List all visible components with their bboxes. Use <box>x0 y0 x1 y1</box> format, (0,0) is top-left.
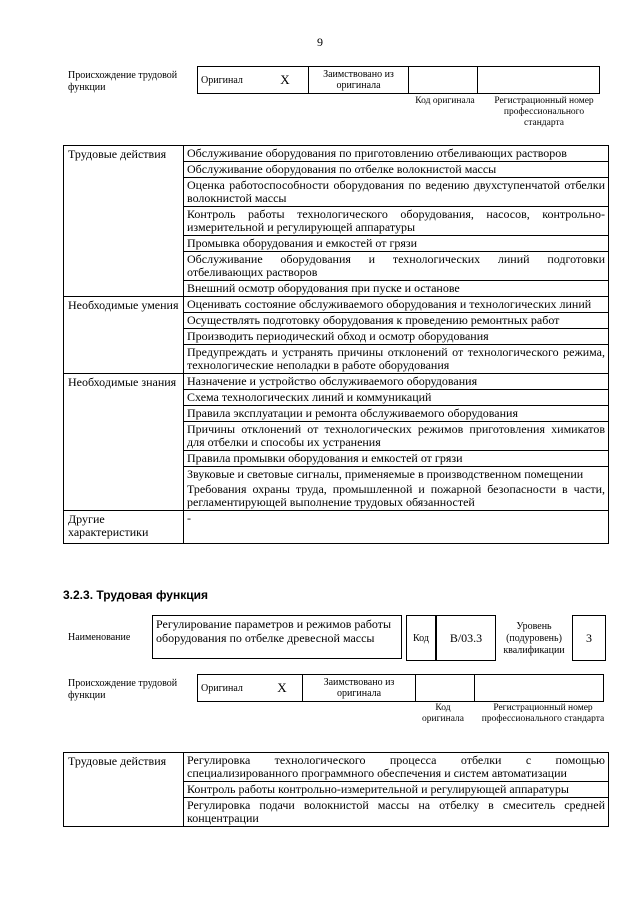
row-label: Трудовые действия <box>64 753 184 827</box>
list-item: Причины отклонений от технологических режимов приготовления химикатов для отбелки и способы их устранения <box>184 422 608 451</box>
borrowed-cell: Заимствовано из оригинала <box>303 675 416 702</box>
list-item: Контроль работы технологического оборудования, насосов, контрольно-измерительной и регулирующей аппаратуры <box>184 207 608 236</box>
reg-number-cell <box>475 675 604 702</box>
list-item: Осуществлять подготовку оборудования к проведению ремонтных работ <box>184 313 608 329</box>
code-original-cell <box>416 675 475 702</box>
section-title: 3.2.3. Трудовая функция <box>63 588 208 602</box>
row-label: Необходимые умения <box>64 297 184 374</box>
original-cell: Оригинал <box>198 67 263 94</box>
name-label: Наименование <box>68 632 131 643</box>
list-item: Назначение и устройство обслуживаемого оборудования <box>184 374 608 390</box>
table-row <box>64 146 609 297</box>
table-row <box>64 374 609 511</box>
level-label: Уровень (подуровень) квалификации <box>503 621 565 656</box>
row-items <box>184 753 609 827</box>
list-item: Требования охраны труда, промышленной и пожарной безопасности в части, регламентирующей выполнение трудовых обязанностей <box>187 482 605 509</box>
list-item: Контроль работы контрольно-измерительной и регулирующей аппаратуры <box>184 782 608 798</box>
row-label: Трудовые действия <box>64 146 184 297</box>
list-item: - <box>187 511 191 525</box>
labor-function-table <box>63 145 609 544</box>
labor-function-table-2 <box>63 752 609 827</box>
origin-table <box>197 674 604 702</box>
original-cell: Оригинал <box>198 675 263 702</box>
table-row <box>64 297 609 374</box>
function-name: Регулирование параметров и режимов работы оборудования по отбелке древесной массы <box>152 615 402 659</box>
level-value: 3 <box>572 615 606 661</box>
reg-number-cell <box>478 67 600 94</box>
code-original-caption: Код оригинала <box>422 703 464 724</box>
row-label: Необходимые знания <box>64 374 184 511</box>
list-item: Обслуживание оборудования по приготовлению отбеливающих растворов <box>184 146 608 162</box>
row-label: Другие характеристики <box>64 511 184 544</box>
reg-number-caption: Регистрационный номер профессионального стандарта <box>481 703 605 724</box>
list-item: Оценивать состояние обслуживаемого оборудования и технологических линий <box>184 297 608 313</box>
list-item: Звуковые и световые сигналы, применяемые в производственном помещении <box>187 467 584 481</box>
origin-label: Происхождение трудовой функции <box>68 678 178 701</box>
page-number: 9 <box>317 35 323 49</box>
list-item: Схема технологических линий и коммуникаций <box>184 390 608 406</box>
original-mark: X <box>262 675 303 702</box>
list-item: Обслуживание оборудования и технологических линий подготовки отбеливающих растворов <box>184 252 608 281</box>
list-item: Оценка работоспособности оборудования по ведению двухступенчатой отбелки волокнистой массы <box>184 178 608 207</box>
list-item: Регулировка подачи волокнистой массы на отбелку в смеситель средней концентрации <box>187 798 605 825</box>
code-value: В/03.3 <box>436 615 496 661</box>
origin-label: Происхождение трудовой функции <box>68 70 178 93</box>
borrowed-cell: Заимствовано из оригинала <box>309 67 409 94</box>
row-items <box>184 374 609 511</box>
row-items <box>184 146 609 297</box>
code-label: Код <box>406 615 436 661</box>
row-items <box>184 511 609 544</box>
origin-table <box>197 66 600 94</box>
list-item: Правила промывки оборудования и емкостей от грязи <box>184 451 608 467</box>
code-original-caption: Код оригинала <box>415 96 475 106</box>
row-items <box>184 297 609 374</box>
list-item: Производить периодический обход и осмотр оборудования <box>184 329 608 345</box>
list-item: Обслуживание оборудования по отбелке волокнистой массы <box>184 162 608 178</box>
list-item: Промывка оборудования и емкостей от грязи <box>184 236 608 252</box>
code-original-cell <box>409 67 478 94</box>
original-mark: X <box>262 67 309 94</box>
list-item: Регулировка технологического процесса отбелки с помощью специализированного программного обеспечения и систем автоматизации <box>184 753 608 782</box>
list-item: Правила эксплуатации и ремонта обслуживаемого оборудования <box>184 406 608 422</box>
table-row <box>64 753 609 827</box>
reg-number-caption: Регистрационный номер профессионального стандарта <box>494 96 594 128</box>
list-item: Внешний осмотр оборудования при пуске и останове <box>187 281 460 295</box>
list-item: Предупреждать и устранять причины отклонений от технологического режима, технологические неполадки в работе оборудования <box>187 345 605 372</box>
table-row <box>64 511 609 544</box>
